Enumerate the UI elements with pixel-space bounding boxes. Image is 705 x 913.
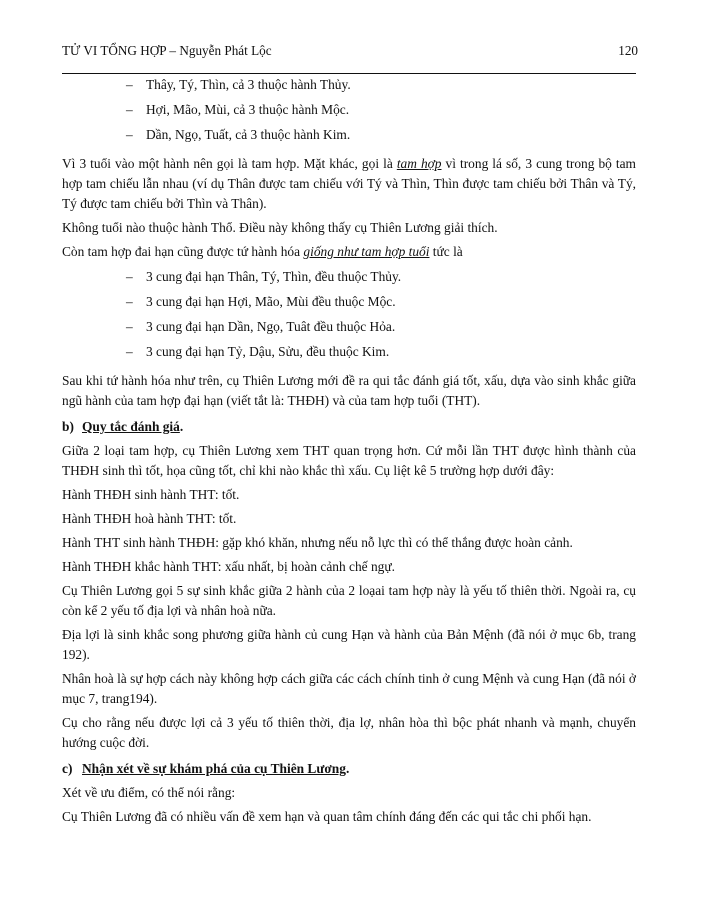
- list-item: – Hợi, Mão, Mùi, cả 3 thuộc hành Mộc.: [126, 102, 350, 117]
- paragraph: Không tuổi nào thuộc hành Thổ. Điều này không thấy cụ Thiên Lương giải thích.: [62, 220, 498, 235]
- paragraph: Cụ cho rằng nếu được lợi cả 3 yếu tố thiên thời, địa lợ, nhân hòa thì bộc phát nhanh và mạnh, chuyển hướng cuộc đời.: [62, 715, 636, 750]
- page-number: 120: [618, 43, 638, 58]
- page-body: [62, 75, 636, 827]
- paragraph: Vì 3 tuổi vào một hành nên gọi là tam hợp. Mặt khác, gọi là tam hợp vì trong lá số, 3 cung trong bộ tam hợp tam chiếu lẫn nhau (ví dụ Thân được tam chiếu với Tý và Thìn, Thìn được tam chiếu bởi Thân và Tý, Tý được tam chiếu bởi Thìn và Thân).: [62, 156, 636, 211]
- paragraph: Địa lợi là sinh khắc song phương giữa hành củ cung Hạn và hành của Bản Mệnh (đã nói ở mục 6b, trang 192).: [62, 627, 636, 662]
- paragraph: Xét về ưu điểm, có thể nói rằng:: [62, 785, 236, 800]
- list-dai-han: [62, 267, 636, 367]
- list-item: – 3 cung đại hạn Tỷ, Dậu, Sửu, đều thuộc Kim.: [126, 344, 390, 359]
- emphasis: giống như tam hợp tuổi: [303, 244, 430, 259]
- list-item: – Dần, Ngọ, Tuất, cả 3 thuộc hành Kim.: [126, 127, 351, 142]
- list-item: – Thây, Tý, Thìn, cả 3 thuộc hành Thủy.: [126, 77, 351, 92]
- running-title: TỬ VI TỔNG HỢP – Nguyễn Phát Lộc: [62, 43, 272, 58]
- list-tuoi: [62, 75, 636, 150]
- emphasis: tam hợp: [396, 156, 442, 171]
- paragraph: Cụ Thiên Lương đã có nhiều vấn đề xem hạn và quan tâm chính đáng đến các qui tắc chi phối hạn.: [62, 809, 592, 824]
- rule-item: Hành THT sinh hành THĐH: gặp khó khăn, nhưng nếu nỗ lực thì có thể thắng được hoàn cảnh.: [62, 535, 573, 550]
- paragraph: Giữa 2 loại tam hợp, cụ Thiên Lương xem THT quan trọng hơn. Cứ mỗi lần THT được hình thành của THĐH sinh thì tốt, họa cũng tốt, chỉ khi nào khắc thì xấu. Cụ liệt kê 5 trường hợp dưới đây:: [62, 443, 636, 478]
- paragraph: Sau khi tứ hành hóa như trên, cụ Thiên Lương mới đề ra qui tắc đánh giá tốt, xấu, dựa vào sinh khắc giữa ngũ hành của tam hợp đại hạn (viết tắt là: THĐH) và của tam hợp tuổi (THT).: [62, 373, 636, 408]
- list-item: – 3 cung đại hạn Hợi, Mão, Mùi đều thuộc Mộc.: [126, 294, 396, 309]
- rule-item: Hành THĐH hoà hành THT: tốt.: [62, 511, 237, 526]
- paragraph: Nhân hoà là sự hợp cách này không hợp cách giữa các cách chính tinh ở cung Mệnh và cung Hạn (đã nói ở mục 7, trang194).: [62, 671, 636, 706]
- rule-item: Hành THĐH khắc hành THT: xấu nhất, bị hoàn cảnh chế ngự.: [62, 559, 395, 574]
- list-item: – 3 cung đại hạn Thân, Tý, Thìn, đều thuộc Thủy.: [126, 269, 402, 284]
- rule-item: Hành THĐH sinh hành THT: tốt.: [62, 487, 240, 502]
- section-heading-c: c) Nhận xét về sự khám phá của cụ Thiên Lương.: [62, 761, 350, 776]
- paragraph: Còn tam hợp đai hạn cũng được tứ hành hóa giống như tam hợp tuổi tức là: [62, 244, 463, 259]
- paragraph: Cụ Thiên Lương gọi 5 sự sinh khắc giữa 2 hành của 2 loạai tam hợp này là yếu tố thiên thời. Ngoài ra, cụ còn kể 2 yếu tố địa lợi và nhân hoà nữa.: [62, 583, 636, 618]
- section-heading-b: b) Quy tắc đánh giá.: [62, 419, 184, 434]
- list-item: – 3 cung đại hạn Dần, Ngọ, Tuât đều thuộc Hỏa.: [126, 319, 396, 334]
- header-rule: [62, 73, 636, 74]
